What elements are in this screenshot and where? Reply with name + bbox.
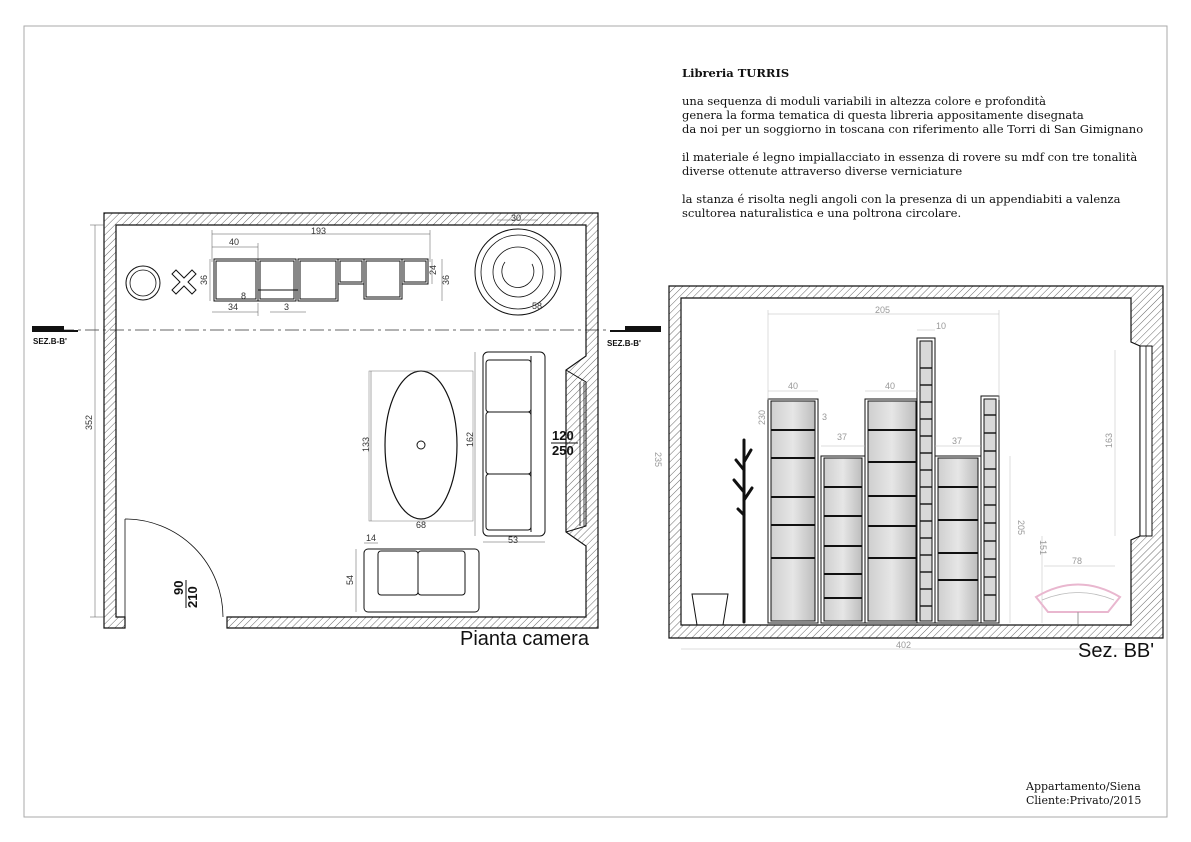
bench-plan [364, 549, 479, 612]
project-title: Libreria TURRIS [682, 66, 790, 80]
plan-title: Pianta camera [460, 628, 589, 650]
dim-module1-gap: 3 [822, 412, 828, 422]
bookcase-plan [214, 259, 428, 301]
dim-sofa-length: 162 [465, 431, 475, 447]
section-bb [653, 286, 1163, 650]
side-table [126, 266, 160, 300]
section-label-right: SEZ.B-B' [607, 339, 641, 348]
dim-chair-top: 30 [511, 213, 522, 223]
notes-line: il materiale é legno impiallacciato in essenza di rovere su mdf con tre tonalità [682, 150, 1138, 164]
notes-paragraph-3 [682, 192, 1152, 220]
dim-shelf-eight: 8 [241, 291, 247, 301]
dim-window-width: 120 [552, 428, 574, 443]
coat-stand [734, 440, 752, 622]
notes-line: genera la forma tematica di questa libreria appositamente disegnata [682, 108, 1084, 122]
dim-sofa-depth: 53 [508, 535, 519, 545]
door-swing [125, 519, 223, 617]
dim-bench-depth: 54 [345, 574, 355, 585]
dim-door-width: 90 [171, 580, 186, 595]
footer-project: Appartamento/Siena [1026, 780, 1141, 793]
dim-window-height-section: 163 [1104, 432, 1114, 448]
dim-chair-width: 78 [1072, 556, 1083, 566]
dim-shelf-total: 193 [311, 226, 327, 236]
dim-shelf-depth-right: 36 [441, 274, 451, 285]
notes-line: da noi per un soggiorno in toscana con riferimento alle Torri di San Gimignano [682, 122, 1144, 136]
coat-stand-plan [172, 270, 196, 294]
oval-table [385, 371, 457, 519]
dim-lib-height: 205 [1016, 520, 1026, 536]
notes-line: una sequenza di moduli variabili in altezza colore e profondità [682, 94, 1046, 108]
dim-tower-width: 10 [936, 321, 947, 331]
dim-room-height: 352 [84, 414, 94, 430]
dim-chair-dia: 58 [532, 301, 543, 311]
dim-sill-height: 151 [1038, 540, 1048, 556]
round-armchair-plan [475, 229, 561, 315]
title-block [1026, 780, 1141, 808]
dim-module1-width: 40 [788, 381, 799, 391]
notes-paragraph-2 [682, 150, 1152, 178]
dim-shelf-gap: 3 [284, 302, 290, 312]
dim-room-width: 402 [896, 640, 912, 650]
dim-module4-width: 37 [952, 436, 963, 446]
dim-bench-top: 14 [366, 533, 377, 543]
vase [692, 594, 728, 625]
sofa-plan [483, 352, 545, 536]
dim-module1-height: 230 [757, 409, 767, 425]
dim-shelf-module: 40 [229, 237, 240, 247]
dim-shelf-depth-left: 36 [199, 274, 209, 285]
notes-line: la stanza é risolta negli angoli con la presenza di un appendiabiti a valenza [682, 192, 1121, 206]
dim-table-width: 68 [416, 520, 427, 530]
dim-module2-width: 37 [837, 432, 848, 442]
dim-lib-total: 205 [875, 305, 891, 315]
dim-window-height: 250 [552, 443, 574, 458]
section-label-left: SEZ.B-B' [33, 337, 67, 346]
project-notes [682, 66, 1152, 234]
section-title: Sez. BB' [1078, 640, 1155, 662]
dim-table-length: 133 [361, 436, 371, 452]
dim-shelf-small: 24 [428, 264, 438, 275]
notes-line: scultorea naturalistica e una poltrona circolare. [682, 206, 962, 220]
footer-client: Cliente:Privato/2015 [1026, 794, 1142, 807]
notes-paragraph-1 [682, 94, 1152, 136]
dim-left-height: 235 [653, 452, 663, 468]
floor-plan [32, 213, 661, 628]
round-chair-elevation [1036, 585, 1120, 625]
dim-module3-width: 40 [885, 381, 896, 391]
dim-shelf-bottom: 34 [228, 302, 239, 312]
notes-line: diverse ottenute attraverso diverse verniciature [682, 164, 963, 178]
dim-door-height: 210 [185, 586, 200, 608]
